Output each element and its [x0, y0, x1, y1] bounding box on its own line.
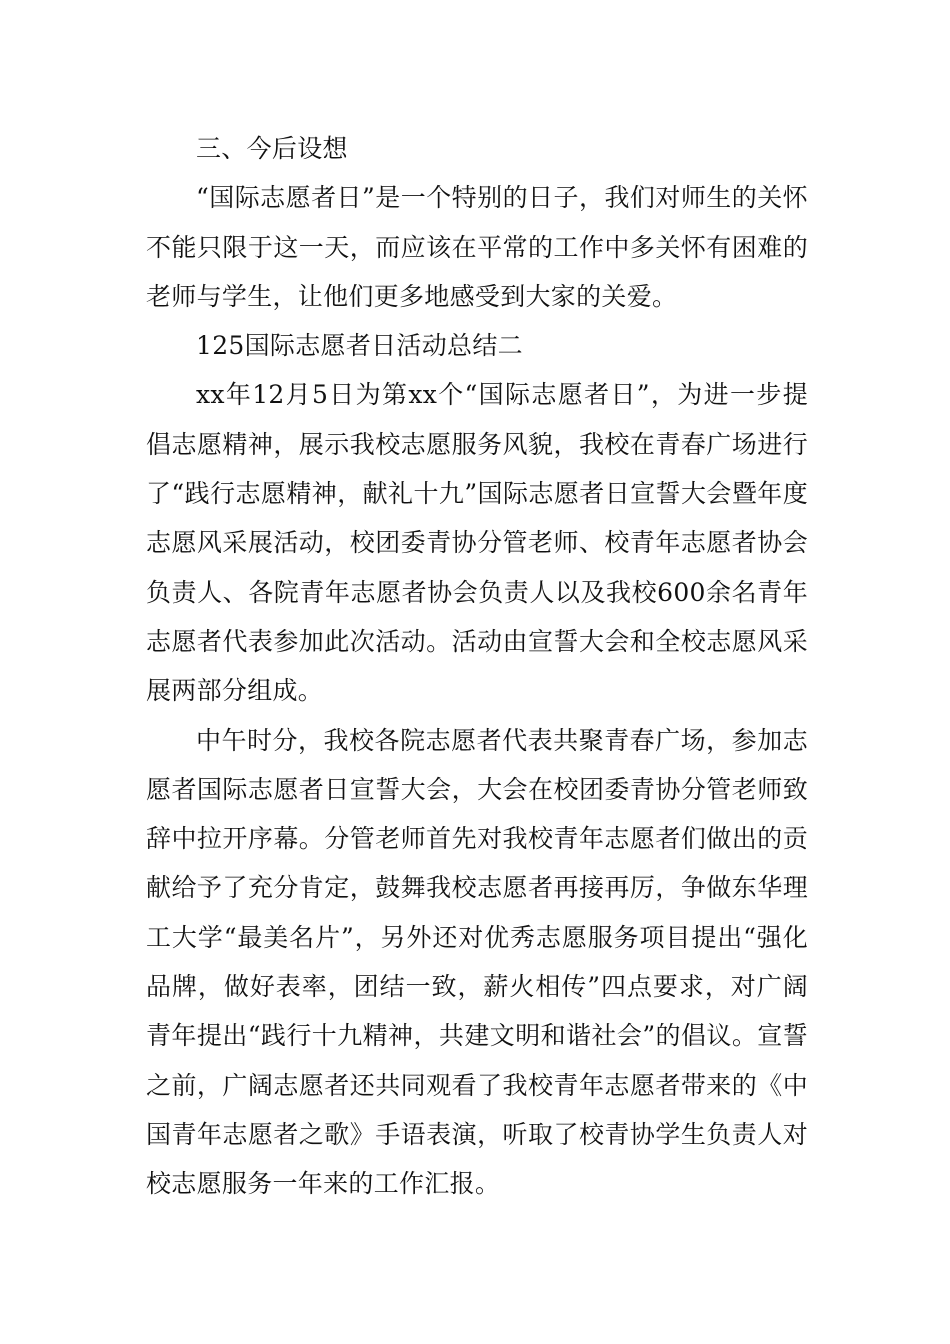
subtitle: 125国际志愿者日活动总结二 — [196, 331, 523, 361]
section-heading: 三、今后设想 — [196, 134, 348, 163]
paragraph-3: 中午时分，我校各院志愿者代表共聚青春广场，参加志愿者国际志愿者日宣誓大会，大会在校团委青协分管老师致辞中拉开序幕。分管老师首先对我校青年志愿者们做出的贡献给予了充分肯定，鼓舞我校志愿者再接再厉，争做东华理工大学“最美名片”，另外还对优秀志愿服务项目提出“强化品牌，做好表率，团结一致，薪火相传”四点要求，对广阔青年提出“践行十九精神，共建文明和谐社会”的倡议。宣誓之前，广阔志愿者还共同观看了我校青年志愿者带来的《中国青年志愿者之歌》手语表演，听取了校青协学生负责人对校志愿服务一年来的工作汇报。 — [146, 725, 808, 1199]
paragraph-1: “国际志愿者日”是一个特别的日子，我们对师生的关怀不能只限于这一天，而应该在平常的工作中多关怀有困难的老师与学生，让他们更多地感受到大家的关爱。 — [146, 183, 808, 311]
paragraph-2: xx年12月5日为第xx个“国际志愿者日”，为进一步提倡志愿精神，展示我校志愿服务风貌，我校在青春广场进行了“践行志愿精神，献礼十九”国际志愿者日宣誓大会暨年度志愿风采展活动，校团委青协分管老师、校青年志愿者协会负责人、各院青年志愿者协会负责人以及我校600余名青年志愿者代表参加此次活动。活动由宣誓大会和全校志愿风采展两部分组成。 — [146, 380, 808, 706]
document-body — [146, 124, 808, 1209]
